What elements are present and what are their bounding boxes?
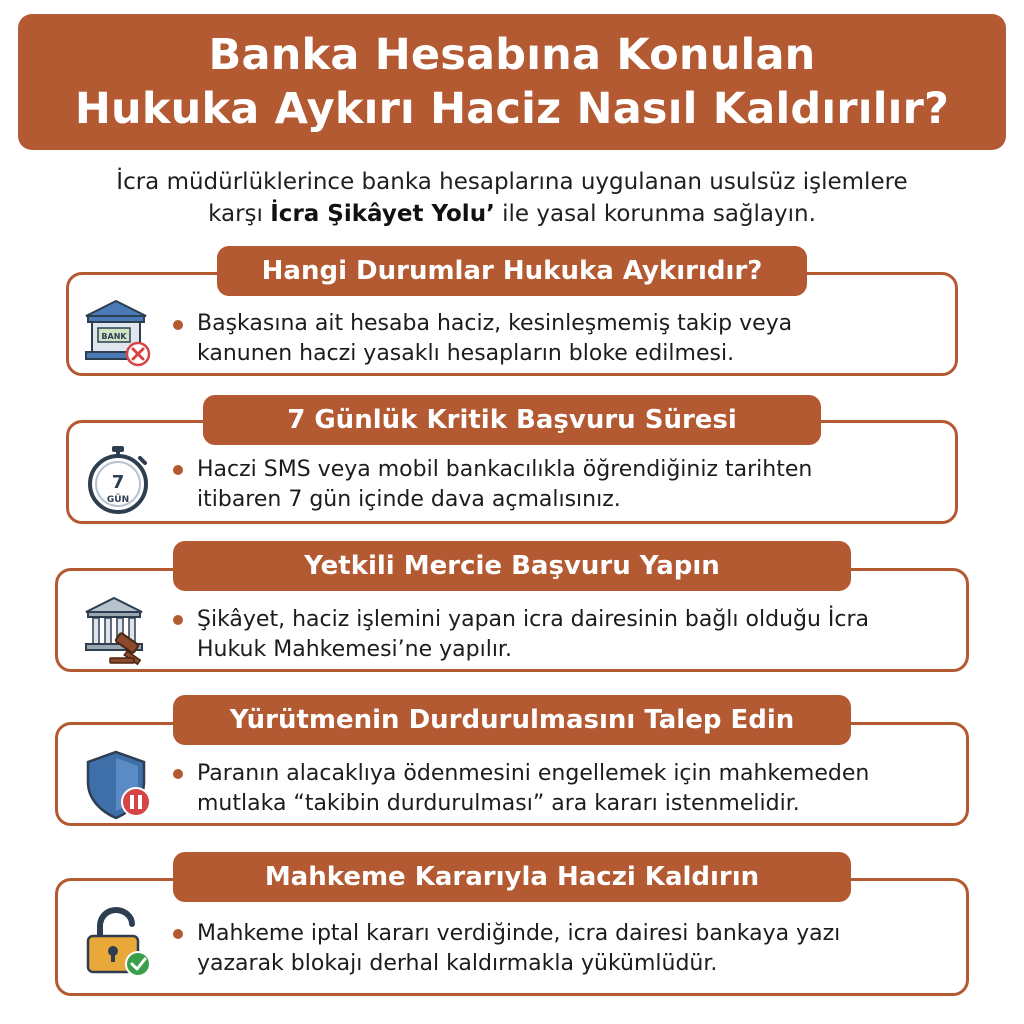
stopwatch-label: GÜN bbox=[106, 495, 130, 505]
section-text-line-1: Paranın alacaklıya ödenmesini engellemek için mahkemeden bbox=[197, 761, 870, 786]
section-text-line-2: Hukuk Mahkemesi’ne yapılır. bbox=[197, 637, 512, 662]
section-text-stay-request bbox=[197, 759, 869, 819]
bank-blocked-icon bbox=[80, 296, 152, 368]
courthouse-gavel-icon bbox=[80, 594, 152, 666]
intro-line-1: İcra müdürlüklerince banka hesaplarına uygulanan usulsüz işlemlere bbox=[116, 169, 908, 195]
bank-sign-label: BANK bbox=[101, 332, 127, 341]
section-text-unlawful-cases bbox=[197, 309, 792, 369]
section-text-authority bbox=[197, 605, 869, 665]
section-title-court-decision: Mahkeme Kararıyla Haczi Kaldırın bbox=[173, 852, 851, 902]
title-banner bbox=[18, 14, 1006, 150]
section-text-court-decision bbox=[197, 919, 840, 979]
intro-line-2 bbox=[30, 198, 994, 230]
shield-pause-icon bbox=[82, 748, 154, 820]
section-text-line-2: itibaren 7 gün içinde dava açmalısınız. bbox=[197, 487, 621, 512]
section-text-line-1: Başkasına ait hesaba haciz, kesinleşmemiş takip veya bbox=[197, 311, 793, 336]
page-title-line-1: Banka Hesabına Konulan bbox=[208, 30, 816, 80]
section-text-line-1: Haczi SMS veya mobil bankacılıkla öğrendiğiniz tarihten bbox=[197, 457, 813, 482]
intro-text bbox=[30, 166, 994, 230]
section-text-line-2: yazarak blokajı derhal kaldırmakla yükümlüdür. bbox=[197, 951, 718, 976]
intro-line-2-start: karşı bbox=[208, 201, 271, 227]
section-title-stay-request: Yürütmenin Durdurulmasını Talep Edin bbox=[173, 695, 851, 745]
intro-highlight: İcra Şikâyet Yolu’ bbox=[270, 201, 495, 227]
intro-line-2-end: ile yasal korunma sağlayın. bbox=[494, 201, 816, 227]
unlocked-padlock-check-icon bbox=[82, 906, 154, 978]
section-title-deadline: 7 Günlük Kritik Başvuru Süresi bbox=[203, 395, 821, 445]
bullet-dot bbox=[173, 929, 183, 939]
bullet-dot bbox=[173, 465, 183, 475]
section-text-line-2: kanunen haczi yasaklı hesapların bloke edilmesi. bbox=[197, 341, 735, 366]
section-text-line-2: mutlaka “takibin durdurulması” ara kararı istenmelidir. bbox=[197, 791, 800, 816]
page-title-line-2: Hukuka Aykırı Haciz Nasıl Kaldırılır? bbox=[74, 84, 950, 134]
stopwatch-icon bbox=[82, 444, 154, 516]
bullet-dot bbox=[173, 320, 183, 330]
section-text-line-1: Mahkeme iptal kararı verdiğinde, icra dairesi bankaya yazı bbox=[197, 921, 841, 946]
section-text-deadline bbox=[197, 455, 812, 515]
bullet-dot bbox=[173, 769, 183, 779]
section-text-line-1: Şikâyet, haciz işlemini yapan icra dairesinin bağlı olduğu İcra bbox=[197, 607, 870, 632]
section-title-authority: Yetkili Mercie Başvuru Yapın bbox=[173, 541, 851, 591]
section-title-unlawful-cases: Hangi Durumlar Hukuka Aykırıdır? bbox=[217, 246, 807, 296]
stopwatch-number: 7 bbox=[111, 472, 125, 493]
bullet-dot bbox=[173, 615, 183, 625]
